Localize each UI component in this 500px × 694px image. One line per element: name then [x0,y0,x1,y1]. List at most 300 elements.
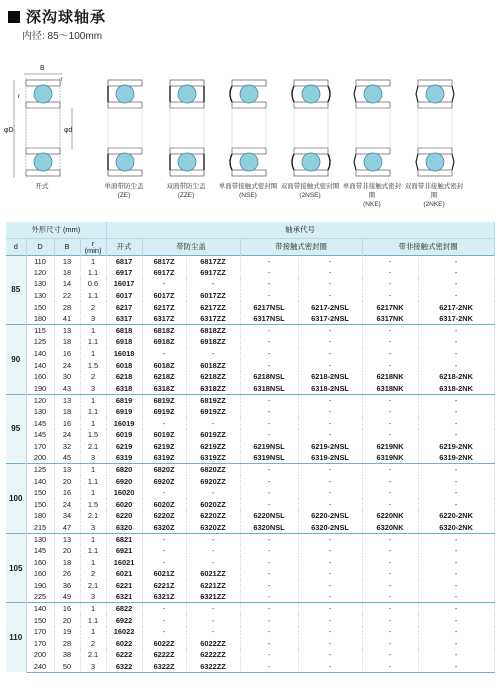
table-cell: 16 [54,487,80,499]
table-cell: 19 [54,626,80,638]
table-cell: 6218 [106,371,142,383]
table-cell: - [362,545,418,557]
table-cell: - [362,487,418,499]
table-cell: - [298,661,362,673]
header-shield: 带防尘盖 [142,238,240,255]
table-cell: 16018 [106,348,142,360]
caption-nke: 单面带非接触式密封圈 (NKE) [342,183,402,208]
table-cell: 6322Z [142,661,186,673]
table-cell: 6321 [106,591,142,603]
table-cell: 2 [80,638,106,650]
table-cell: - [298,267,362,279]
table-cell: - [298,325,362,337]
table-cell: 6820 [106,464,142,476]
table-cell: - [418,464,494,476]
table-cell: - [240,429,298,441]
table-cell: - [362,417,418,429]
table-cell: 6218-2NSL [298,371,362,383]
table-body [6,255,494,672]
table-cell: - [240,406,298,418]
table-cell: 3 [80,383,106,395]
table-cell: - [418,359,494,371]
table-cell: 150 [26,487,54,499]
table-cell: - [298,475,362,487]
table-cell: - [298,638,362,650]
table-cell: 6219-2NK [418,441,494,453]
table-cell: - [240,336,298,348]
table-cell: 6318ZZ [186,383,240,395]
table-cell: - [418,394,494,406]
table-cell: 6319-2NK [418,452,494,464]
table-cell: 6217-2NK [418,301,494,313]
table-cell: - [298,614,362,626]
table-cell: 6818Z [142,325,186,337]
table-cell: - [362,614,418,626]
table-cell: 170 [26,638,54,650]
page-title [8,6,106,27]
table-cell: 6217NK [362,301,418,313]
table-cell: - [298,255,362,267]
table-cell: 16 [54,417,80,429]
table-cell: 160 [26,556,54,568]
table-cell: 6920 [106,475,142,487]
table-cell: - [240,649,298,661]
table-cell: 14 [54,278,80,290]
table-cell: 140 [26,475,54,487]
table-cell: 1.1 [80,614,106,626]
caption-2nke: 双面带非接触式密封圈 (2NKE) [404,183,464,208]
table-cell: 190 [26,383,54,395]
cell-d-group: 90 [6,325,26,395]
table-cell: 6017Z [142,290,186,302]
table-cell: - [240,603,298,615]
table-cell: 6319Z [142,452,186,464]
table-cell: 49 [54,591,80,603]
table-cell: - [298,545,362,557]
header-noncontact: 带非接触式密封圈 [362,238,494,255]
table-cell: 6817ZZ [186,255,240,267]
table-cell: 6322ZZ [186,661,240,673]
table-cell: - [298,336,362,348]
table-cell: - [362,348,418,360]
table-cell: - [418,661,494,673]
table-cell: 18 [54,406,80,418]
table-cell: - [362,475,418,487]
table-cell: 2.1 [80,649,106,661]
diagram-zze [170,80,204,176]
dim-b: B [40,65,45,72]
table-cell: 2.1 [80,441,106,453]
dim-r1: r [61,77,63,83]
table-cell: - [362,580,418,592]
table-cell: 18 [54,267,80,279]
table-cell: 140 [26,348,54,360]
table-cell: - [298,406,362,418]
table-cell: 240 [26,661,54,673]
title-square-icon [8,11,20,23]
table-cell: 32 [54,441,80,453]
table-cell: 160 [26,568,54,580]
table-cell: 6822 [106,603,142,615]
table-cell: - [362,394,418,406]
table-cell: - [186,614,240,626]
table-cell: 1.1 [80,267,106,279]
table-cell: 6919Z [142,406,186,418]
table-cell: - [298,626,362,638]
table-cell: 13 [54,325,80,337]
table-cell: 6218ZZ [186,371,240,383]
table-row [6,255,494,267]
table-row [6,301,494,313]
table-cell: 20 [54,545,80,557]
table-cell: 6218-2NK [418,371,494,383]
table-cell: 20 [54,614,80,626]
table-cell: 6819 [106,394,142,406]
table-row [6,603,494,615]
table-cell: 6022Z [142,638,186,650]
table-cell: 160 [26,371,54,383]
table-cell: - [298,429,362,441]
table-cell: 6318NK [362,383,418,395]
table-row [6,498,494,510]
table-cell: 6820ZZ [186,464,240,476]
table-cell: 6317NK [362,313,418,325]
table-cell: - [240,290,298,302]
table-cell: 28 [54,301,80,313]
title-text: 深沟球轴承 [26,9,107,26]
table-cell: 6317NSL [240,313,298,325]
caption-ze: 单面带防尘盖 (ZE) [104,183,144,199]
table-cell: 140 [26,603,54,615]
table-row [6,533,494,545]
table-cell: 6219ZZ [186,441,240,453]
table-cell: 6021ZZ [186,568,240,580]
table-cell: 45 [54,452,80,464]
table-cell: - [240,661,298,673]
table-cell: - [186,348,240,360]
table-cell: 6318Z [142,383,186,395]
table-cell: 6020Z [142,498,186,510]
cell-d-group: 100 [6,464,26,534]
header-d: d [6,238,26,255]
table-cell: 180 [26,510,54,522]
table-cell: 6918Z [142,336,186,348]
table-cell: 150 [26,301,54,313]
table-cell: 6321Z [142,591,186,603]
table-cell: - [298,498,362,510]
table-cell: - [240,325,298,337]
table-cell: 6220-2NK [418,510,494,522]
table-cell: - [298,556,362,568]
table-cell: - [240,464,298,476]
table-cell: 6320Z [142,522,186,534]
table-row [6,290,494,302]
table-cell: 6320 [106,522,142,534]
table-cell: 6317ZZ [186,313,240,325]
table-cell: - [298,278,362,290]
table-cell: 1.1 [80,290,106,302]
table-cell: 150 [26,614,54,626]
table-cell: 6218NK [362,371,418,383]
table-cell: 1 [80,417,106,429]
table-cell: 180 [26,313,54,325]
table-cell: - [298,290,362,302]
table-cell: - [418,267,494,279]
table-cell: - [298,394,362,406]
table-cell: - [142,556,186,568]
cell-d-group: 110 [6,603,26,673]
table-cell: - [362,556,418,568]
table-cell: 6217Z [142,301,186,313]
table-cell: 6217-2NSL [298,301,362,313]
table-cell: 6918ZZ [186,336,240,348]
table-cell: 6319ZZ [186,452,240,464]
table-cell: - [418,556,494,568]
table-cell: 16020 [106,487,142,499]
table-cell: 6219NSL [240,441,298,453]
table-cell: - [298,359,362,371]
table-cell: 145 [26,417,54,429]
table-cell: 1 [80,626,106,638]
table-cell: - [298,533,362,545]
table-cell: 125 [26,336,54,348]
table-cell: - [186,545,240,557]
cell-d-group: 95 [6,394,26,464]
table-cell: 13 [54,255,80,267]
table-cell: - [186,626,240,638]
diagram-2nke [416,80,454,176]
table-cell: 170 [26,441,54,453]
table-cell: - [240,278,298,290]
table-cell: 13 [54,394,80,406]
table-cell: 6018 [106,359,142,371]
table-cell: 6220 [106,510,142,522]
table-cell: - [362,406,418,418]
table-cell: 6318 [106,383,142,395]
caption-2nse: 双面带接触式密封圈 (2NSE) [280,183,340,199]
table-cell: 6022ZZ [186,638,240,650]
table-cell: 6018Z [142,359,186,371]
table-cell: - [362,267,418,279]
table-cell: 130 [26,406,54,418]
caption-nse: 单面带接触式密封圈 (NSE) [218,183,278,199]
table-cell: - [298,580,362,592]
table-cell: - [142,614,186,626]
table-cell: - [186,533,240,545]
table-cell: - [418,406,494,418]
header-open: 开式 [106,238,142,255]
diagram-2nse [292,80,330,176]
table-cell: 6219Z [142,441,186,453]
table-cell: - [362,429,418,441]
table-cell: 26 [54,568,80,580]
table-cell: 6917 [106,267,142,279]
table-cell: 6018ZZ [186,359,240,371]
table-cell: 6318-2NK [418,383,494,395]
diagram-nke [354,80,390,176]
table-cell: 16017 [106,278,142,290]
table-cell: - [240,533,298,545]
table-cell: - [362,359,418,371]
table-cell: - [298,464,362,476]
table-cell: 6217 [106,301,142,313]
table-cell: 30 [54,371,80,383]
table-cell: - [186,487,240,499]
table-cell: 140 [26,359,54,371]
table-cell: 200 [26,452,54,464]
table-cell: 0.6 [80,278,106,290]
table-cell: - [142,533,186,545]
bearing-table [6,222,494,673]
table-cell: 130 [26,533,54,545]
table-cell: - [186,417,240,429]
table-cell: 6220NSL [240,510,298,522]
table-row [6,429,494,441]
table-cell: 13 [54,533,80,545]
table-cell: 20 [54,475,80,487]
table-cell: 1 [80,325,106,337]
table-row [6,661,494,673]
table-cell: 110 [26,255,54,267]
table-cell: - [240,359,298,371]
header-D: D [26,238,54,255]
table-cell: 125 [26,464,54,476]
table-cell: 1 [80,533,106,545]
table-row [6,638,494,650]
caption-open: 开式 [35,183,49,190]
table-cell: 3 [80,591,106,603]
table-cell: 6019Z [142,429,186,441]
table-cell: 6322 [106,661,142,673]
table-cell: - [418,325,494,337]
table-cell: 2 [80,371,106,383]
table-cell: 6220NK [362,510,418,522]
table-cell: 6017ZZ [186,290,240,302]
table-cell: 6222 [106,649,142,661]
table-cell: 2 [80,301,106,313]
table-cell: 6818ZZ [186,325,240,337]
table-cell: 6920ZZ [186,475,240,487]
table-cell: 28 [54,638,80,650]
table-cell: - [418,614,494,626]
table-row [6,556,494,568]
table-cell: - [362,533,418,545]
table-row [6,522,494,534]
table-cell: 41 [54,313,80,325]
table-row [6,475,494,487]
table-cell: 13 [54,464,80,476]
table-cell: 6922 [106,614,142,626]
table-cell: - [362,626,418,638]
table-cell: - [418,429,494,441]
table-cell: 22 [54,290,80,302]
diagram-captions [0,182,500,212]
table-cell: - [418,626,494,638]
table-cell: - [240,591,298,603]
table-cell: - [240,394,298,406]
table-cell: 6317 [106,313,142,325]
table-cell: - [240,626,298,638]
table-cell: - [418,638,494,650]
table-cell: 145 [26,429,54,441]
table-cell: 6319NSL [240,452,298,464]
table-cell: 6217ZZ [186,301,240,313]
table-cell: 130 [26,278,54,290]
table-cell: - [298,568,362,580]
table-cell: - [240,545,298,557]
table-cell: - [186,556,240,568]
table-cell: - [362,278,418,290]
table-cell: 2.1 [80,510,106,522]
table-cell: - [418,533,494,545]
table-cell: 18 [54,556,80,568]
table-cell: - [362,603,418,615]
table-cell: - [142,417,186,429]
table-cell: 6321ZZ [186,591,240,603]
table-cell: 34 [54,510,80,522]
table-cell: 190 [26,580,54,592]
table-row [6,383,494,395]
table-cell: 6320NSL [240,522,298,534]
table-cell: 6820Z [142,464,186,476]
table-cell: - [418,278,494,290]
table-cell: 115 [26,325,54,337]
table-row [6,487,494,499]
table-cell: 6219NK [362,441,418,453]
table-row [6,464,494,476]
table-cell: 6020 [106,498,142,510]
table-cell: - [362,255,418,267]
table-cell: - [418,255,494,267]
table-cell: 6020ZZ [186,498,240,510]
table-row [6,441,494,453]
table-cell: 6318NSL [240,383,298,395]
table-cell: - [298,591,362,603]
table-cell: 6319NK [362,452,418,464]
table-cell: 120 [26,267,54,279]
table-cell: 1.5 [80,359,106,371]
table-cell: - [298,348,362,360]
table-cell: - [418,649,494,661]
table-cell: - [362,498,418,510]
table-row [6,545,494,557]
table-cell: 150 [26,498,54,510]
subtitle: 内径: 85～100mm [22,31,103,42]
table-cell: 1 [80,394,106,406]
table-cell: - [142,487,186,499]
table-cell: 130 [26,290,54,302]
table-cell: - [240,614,298,626]
table-cell: 6222ZZ [186,649,240,661]
table-cell: 1 [80,487,106,499]
table-cell: 16022 [106,626,142,638]
table-cell: - [298,417,362,429]
table-cell: 1.1 [80,545,106,557]
table-cell: - [362,568,418,580]
table-cell: 1.1 [80,406,106,418]
table-cell: - [362,325,418,337]
table-cell: 120 [26,394,54,406]
cell-d-group: 105 [6,533,26,603]
table-cell: 38 [54,649,80,661]
table-cell: 18 [54,336,80,348]
table-cell: - [418,487,494,499]
table-cell: - [298,487,362,499]
table-cell: - [362,649,418,661]
table-cell: - [142,278,186,290]
table-cell: - [240,498,298,510]
table-cell: 6019 [106,429,142,441]
